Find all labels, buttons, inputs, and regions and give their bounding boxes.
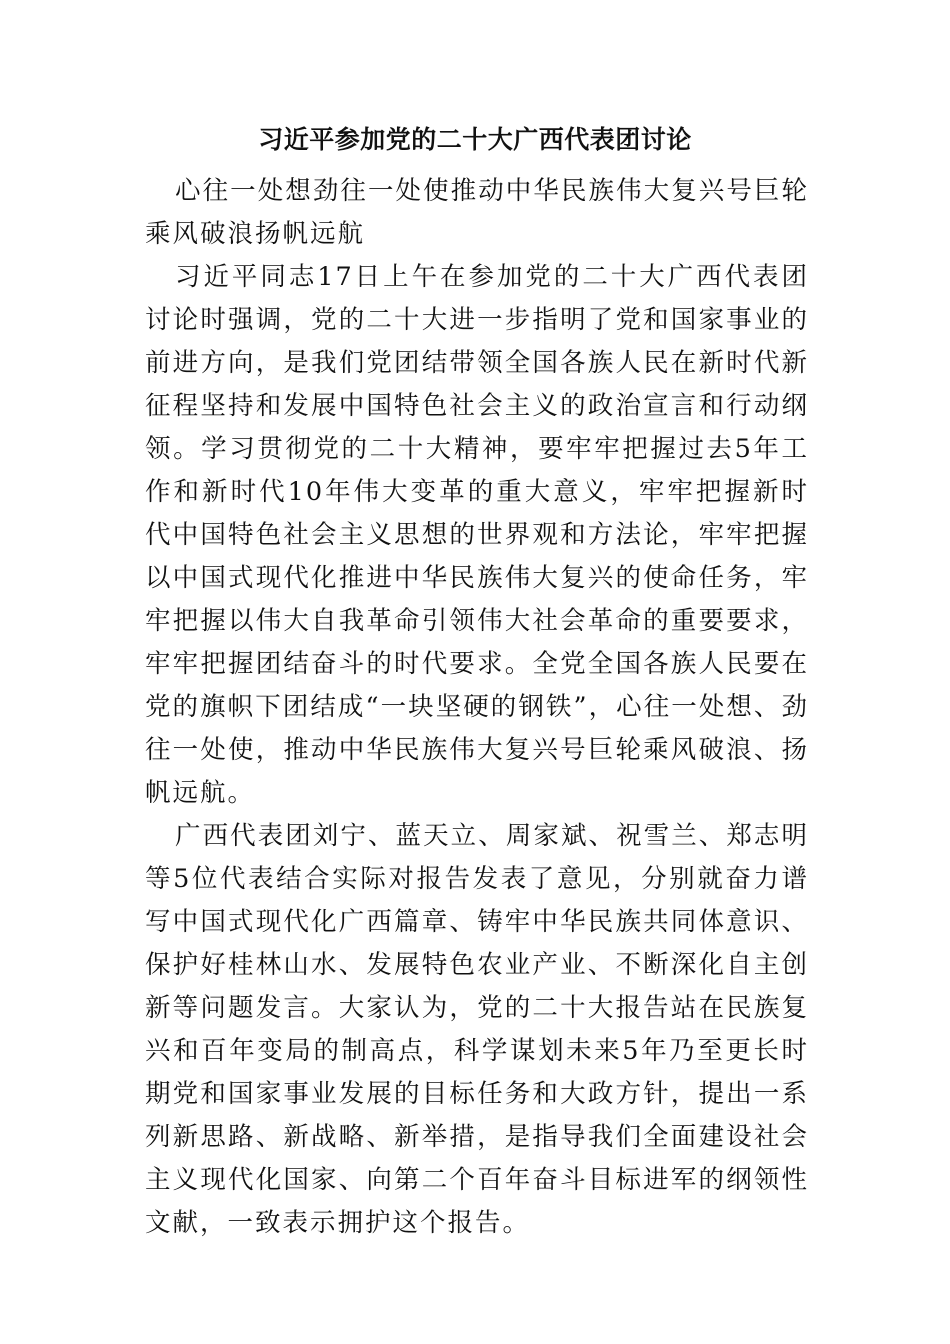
paragraph-1: 习近平同志17日上午在参加党的二十大广西代表团讨论时强调，党的二十大进一步指明了党和国家事业的前进方向，是我们党团结带领全国各族人民在新时代新征程坚持和发展中国特色社会主义的政治宣言和行动纲领。学习贯彻党的二十大精神，要牢牢把握过去5年工作和新时代10年伟大变革的重大意义，牢牢把握新时代中国特色社会主义思想的世界观和方法论，牢牢把握以中国式现代化推进中华民族伟大复兴的使命任务，牢牢把握以伟大自我革命引领伟大社会革命的重要要求，牢牢把握团结奋斗的时代要求。全党全国各族人民要在党的旗帜下团结成“一块坚硬的钢铁”，心往一处想、劲往一处使，推动中华民族伟大复兴号巨轮乘风破浪、扬帆远航。 — [145, 262, 809, 808]
paragraph-2: 广西代表团刘宁、蓝天立、周家斌、祝雪兰、郑志明等5位代表结合实际对报告发表了意见，分别就奋力谱写中国式现代化广西篇章、铸牢中华民族共同体意识、保护好桂林山水、发展特色农业产业、不断深化自主创新等问题发言。大家认为，党的二十大报告站在民族复兴和百年变局的制高点，科学谋划未来5年乃至更长时期党和国家事业发展的目标任务和大政方针，提出一系列新思路、新战略、新举措，是指导我们全面建设社会主义现代化国家、向第二个百年奋斗目标进军的纲领性文献，一致表示拥护这个报告。 — [145, 821, 809, 1238]
document-subtitle: 心往一处想劲往一处使推动中华民族伟大复兴号巨轮乘风破浪扬帆远航 — [145, 176, 809, 249]
document-body — [145, 170, 809, 1245]
document-title: 习近平参加党的二十大广西代表团讨论 — [258, 125, 692, 154]
